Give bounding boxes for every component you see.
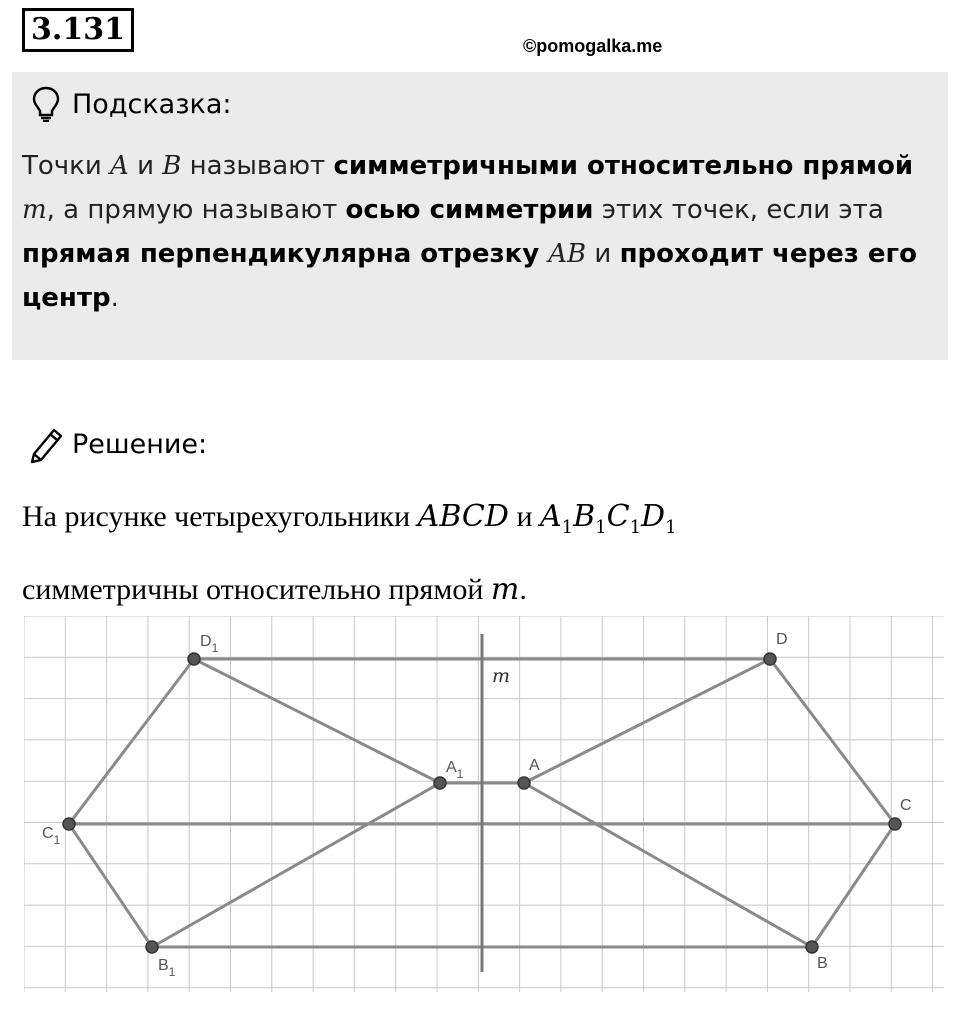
label-c1: $C_1$ [42,825,61,847]
label-a1: $A_1$ [446,759,464,781]
math-var: A [540,499,562,534]
math-var: C [606,499,630,534]
solution-text-part: симметричны относительно прямой [22,573,491,606]
hint-text-part: и [586,239,620,269]
solution-text-part: На рисунке четырехугольники [22,500,418,533]
point-d1 [188,653,200,665]
math-var: m [22,195,47,225]
hint-text-part: . [110,283,119,313]
math-var: m [490,572,520,607]
solution-text [22,486,942,621]
segment-c1-d1 [69,659,194,824]
label-c: C [900,797,912,814]
hint-panel [12,72,948,360]
hint-text-part: и [128,151,163,181]
hint-bold-part: симметричными относительно прямой [333,151,914,181]
solution-title: Решение: [72,428,208,460]
grid [24,616,944,992]
hint-bold-part: прямая перпендикулярна отрезку [22,239,549,269]
problem-number: 3.131 [22,8,134,52]
point-b1 [146,941,158,953]
math-var: B [162,151,182,181]
hint-text-part: Точки [22,151,111,181]
segment-a1-b1 [152,783,440,947]
solution-header [26,424,207,464]
solution-text-part: . [519,573,527,606]
hint-text-part: называют [181,151,334,181]
hint-title: Подсказка: [72,88,232,120]
symmetry-figure [24,616,944,992]
point-c1 [63,818,75,830]
point-c [889,818,901,830]
segment-c-d [770,659,895,824]
point-a1 [434,777,446,789]
hint-text-part: , а прямую называют [46,195,346,225]
math-var: D [641,499,666,534]
hint-text [22,144,922,320]
math-sub: 1 [629,517,642,538]
label-a: A [529,757,540,774]
segment-b1-c1 [69,824,152,947]
solution-text-part: и [508,500,540,533]
math-var: ABCD [417,499,509,534]
math-var: B [573,499,596,534]
math-var: A [110,151,129,181]
label-b1: $B_1$ [158,957,176,979]
hint-bold-part: проходит через его центр [22,239,917,313]
label-d: D [776,631,788,648]
hint-text-part: этих точек, если эта [593,195,884,225]
segment-a-b [524,783,812,947]
lightbulb-icon [32,86,60,122]
math-quad-a1b1c1d1 [540,499,677,538]
pencil-icon [26,424,66,464]
math-var: AB [548,239,587,269]
point-b [806,941,818,953]
math-sub: 1 [665,517,677,538]
hint-bold-part: осью симметрии [345,195,594,225]
point-a [518,777,530,789]
label-d1: $D_1$ [200,633,219,655]
math-sub: 1 [595,517,607,538]
label-b: B [817,955,828,972]
segment-b-c [812,824,895,947]
point-d [764,653,776,665]
watermark: ©pomogalka.me [523,36,663,56]
math-sub: 1 [561,517,574,538]
axis-label-m: m [492,665,511,687]
hint-header [32,86,232,122]
